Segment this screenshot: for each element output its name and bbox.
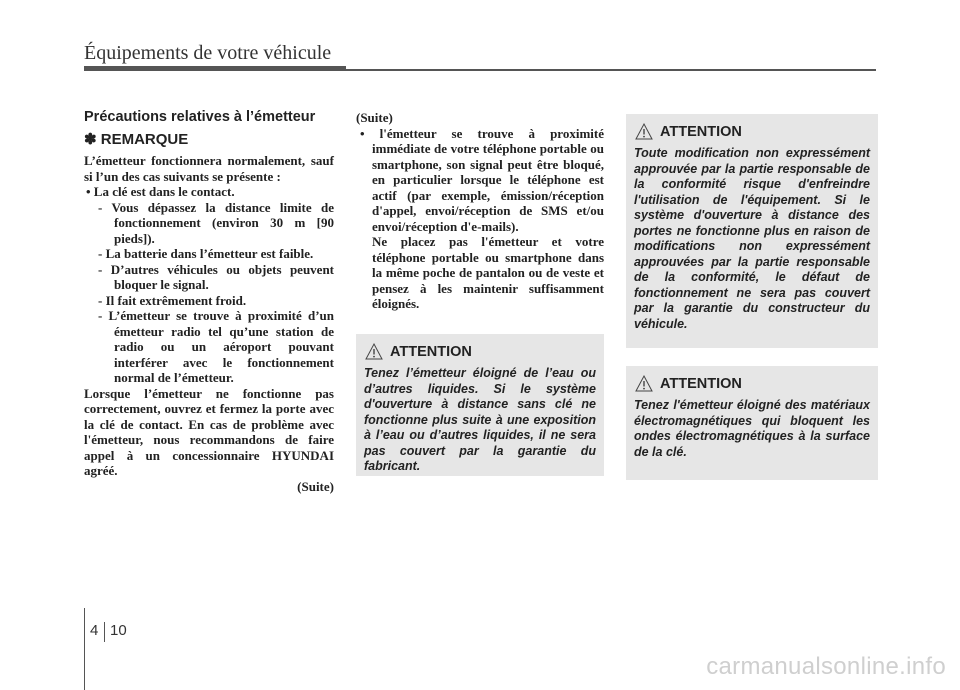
warning-body: Tenez l’émetteur éloigné de l’eau ou d’autres liquides. Si le système d'ouverture à distance sans clé ne fonctionne plus suite à une exposition à l’eau ou d’autres liquides, il ne sera pas couvert par la garantie du fabricant. [364,366,596,473]
dash-item: - Il fait extrêmement froid. [98,292,247,308]
warning-triangle-icon [364,342,384,362]
warning-title: ATTENTION [660,124,742,140]
closing-text: Lorsque l’émetteur ne fonctionne pas correctement, ouvrez et fermez la porte avec la clé de contact. En cas de problème avec l'émetteur, nous recommandons de faire appel à un concessionnaire HYUNDAI agréé. [84,385,334,478]
warning-title: ATTENTION [660,376,742,392]
warning-title: ATTENTION [390,344,472,360]
watermark-text: carmanualsonline.info [706,653,946,680]
warning-box-water [356,334,604,476]
intro-text: L’émetteur fonctionnera normalement, sauf si l’un des cas suivants se présente : [84,153,334,184]
section-title: Précautions relatives à l’émetteur [84,109,316,125]
warning-triangle-icon [634,374,654,394]
dash-item: - D’autres véhicules ou objets peuvent bloquer le signal. [98,261,334,292]
dash-item: - L’émetteur se trouve à proximité d’un émetteur radio tel qu’une station de radio ou un aéroport pouvant interférer avec le fonctionnement normal de l’émetteur. [98,308,334,385]
warning-body: Toute modification non expressément approuvée par la partie responsable de la conformité risque d'enfreindre l'utilisation de l'équipement. Si le système d'ouverture à distance des portes ne fonctionne plus en raison de modifications non expressément approuvées par la partie responsable de la conformité, le défaut de fonctionnement ne sera pas couvert par la garantie du constructeur du véhicule. [634,146,870,331]
header-rule-thin [346,69,876,71]
header-rule-thick [84,66,346,71]
middle-column [356,110,604,312]
page-number: 10 [110,622,127,639]
dash-item: - Vous dépassez la distance limite de fonctionnement (environ 30 m [90 pieds]). [98,199,334,246]
remark-label: ✽ REMARQUE [84,130,189,148]
page-header-title: Équipements de votre véhicule [84,42,332,64]
follow-text: Ne placez pas l'émetteur et votre téléphone portable ou smartphone dans la même poche de pantalon ou de veste et pensez à les maintenir suffisamment éloignés. [372,234,604,311]
page-separator [104,622,105,642]
warning-box-electromagnetic [626,366,878,480]
chapter-number: 4 [90,622,99,639]
dash-item: - La batterie dans l’émetteur est faible. [98,246,314,261]
left-column [84,110,334,494]
warning-box-modification [626,114,878,348]
bullet-item: • La clé est dans le contact. [86,184,235,199]
warning-triangle-icon [634,122,654,142]
suite-label: (Suite) [297,478,334,494]
footer-rule [84,608,85,690]
bullet-item: • l'émetteur se trouve à proximité immédiate de votre téléphone portable ou smartphone, son signal peut être bloqué, en particulier lorsque le téléphone est actif (par exemple, émission/réception d'appel, envoi/réception de SMS et/ou envoi/réception d'e-mails). [360,125,604,234]
suite-label: (Suite) [356,110,393,125]
warning-body: Tenez l'émetteur éloigné des matériaux électromagnétiques qui bloquent les ondes électromagnétiques à la surface de la clé. [634,398,870,459]
